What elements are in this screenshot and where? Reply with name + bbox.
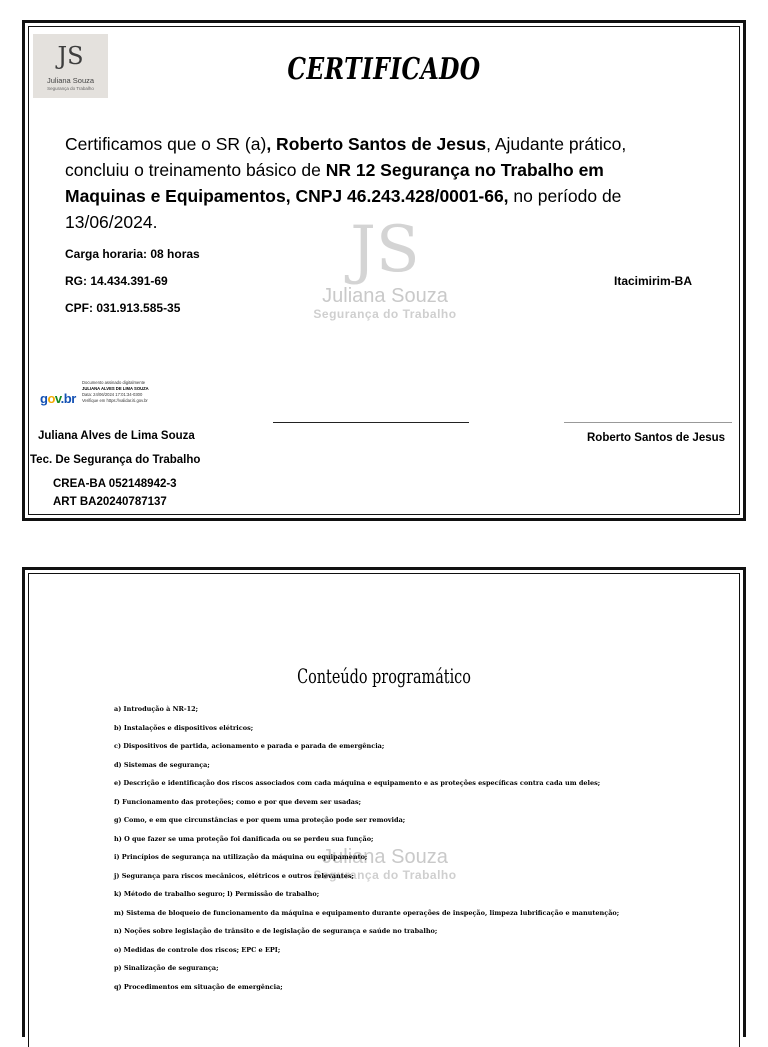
topic-item: q) Procedimentos em situação de emergência;: [114, 982, 283, 991]
govbr-date: Data: 24/06/2024 17:01:34-0300: [82, 392, 143, 397]
program-topic-list: [114, 700, 619, 996]
city: Itacimirim-BA: [614, 274, 693, 288]
certificate-border: [22, 20, 746, 521]
body-intro: Certificamos que o SR (a): [65, 134, 267, 154]
topic-item: m) Sistema de bloqueio de funcionamento da máquina e equipamento durante operações de inspeção, limpeza lubrificação e manutenção;: [114, 908, 620, 917]
topic-item: h) O que fazer se uma proteção foi danificada ou se perdeu sua função;: [114, 834, 374, 843]
signature-line-center: [273, 422, 469, 423]
certificate-body: [65, 131, 665, 235]
watermark-tagline: Segurança do Trabalho: [313, 307, 457, 321]
topic-item: k) Método de trabalho seguro; l) Permissão de trabalho;: [114, 890, 320, 898]
body-participant: , Roberto Santos de Jesus: [266, 134, 487, 154]
topic-item: b) Instalações e dispositivos elétricos;: [114, 723, 254, 732]
topic-item: n) Noções sobre legislação de trânsito e de legislação de segurança e saúde no trabalho;: [114, 927, 438, 935]
program-title: Conteúdo programático: [297, 664, 471, 688]
govbr-logo-o: o: [47, 391, 55, 406]
topic-item: i) Princípios de segurança na utilização da máquina ou equipamento;: [114, 853, 368, 861]
govbr-signer: JULIANA ALVES DE LIMA SOUZA: [82, 386, 149, 391]
logo-monogram: JS: [57, 42, 84, 70]
workload: Carga horaria: 08 horas: [65, 247, 200, 261]
topic-item: j) Segurança para riscos mecânicos, elétricos e outros relevantes;: [114, 871, 354, 880]
govbr-logo: [40, 391, 76, 406]
signer-art: ART BA20240787137: [53, 496, 167, 508]
topic-item: o) Medidas de controle dos riscos; EPC e EPI;: [114, 945, 281, 954]
signer-role: Tec. De Segurança do Trabalho: [30, 454, 201, 466]
govbr-logo-v: v: [54, 391, 61, 406]
govbr-signature-info: [82, 380, 194, 404]
program-watermark-tagline: Segurança do Trabalho: [313, 868, 457, 882]
program-watermark-name: Juliana Souza: [322, 846, 448, 868]
logo-name: Juliana Souza: [46, 76, 95, 85]
topic-item: a) Introdução à NR-12;: [114, 705, 199, 713]
cpf-number: CPF: 031.913.585-35: [65, 301, 181, 315]
watermark-name: Juliana Souza: [322, 285, 448, 307]
topic-item: e) Descrição e identificação dos riscos associados com cada máquina e equipamento e as proteções específicas contra cada um deles;: [114, 779, 601, 787]
watermark-monogram: JS: [350, 213, 420, 287]
topic-item: f) Funcionamento das proteções; como e por que devem ser usadas;: [114, 797, 362, 806]
body-period: no período de 13/06/2024.: [65, 186, 622, 232]
logo-tagline: Segurança do Trabalho: [47, 86, 94, 91]
govbr-logo-g: g: [40, 391, 48, 406]
signer-name: Juliana Alves de Lima Souza: [38, 430, 195, 442]
topic-item: d) Sistemas de segurança;: [114, 760, 210, 769]
participant-signature-name: Roberto Santos de Jesus: [587, 432, 726, 444]
signer-crea: CREA-BA 052148942-3: [53, 478, 177, 490]
body-role-text: , Ajudante prático, concluiu o treinamento básico de: [65, 134, 627, 180]
govbr-line1: Documento assinado digitalmente: [82, 380, 146, 385]
govbr-logo-br: .br: [60, 391, 76, 406]
rg-number: RG: 14.434.391-69: [65, 274, 168, 288]
topic-item: c) Dispositivos de partida, acionamento e parada e parada de emergência;: [114, 742, 385, 750]
signature-line-participant: [564, 422, 732, 423]
govbr-verify-url: Verifique em https://validar.iti.gov.br: [82, 398, 148, 403]
certificate-title: CERTIFICADO: [287, 52, 481, 87]
body-course: NR 12 Segurança no Trabalho em Maquinas e Equipamentos, CNPJ 46.243.428/0001-66,: [65, 160, 604, 206]
topic-item: g) Como, e em que circunstâncias e por quem uma proteção pode ser removida;: [114, 816, 406, 824]
govbr-digital-signature: [38, 378, 193, 416]
topic-item: p) Sinalização de segurança;: [114, 964, 219, 972]
